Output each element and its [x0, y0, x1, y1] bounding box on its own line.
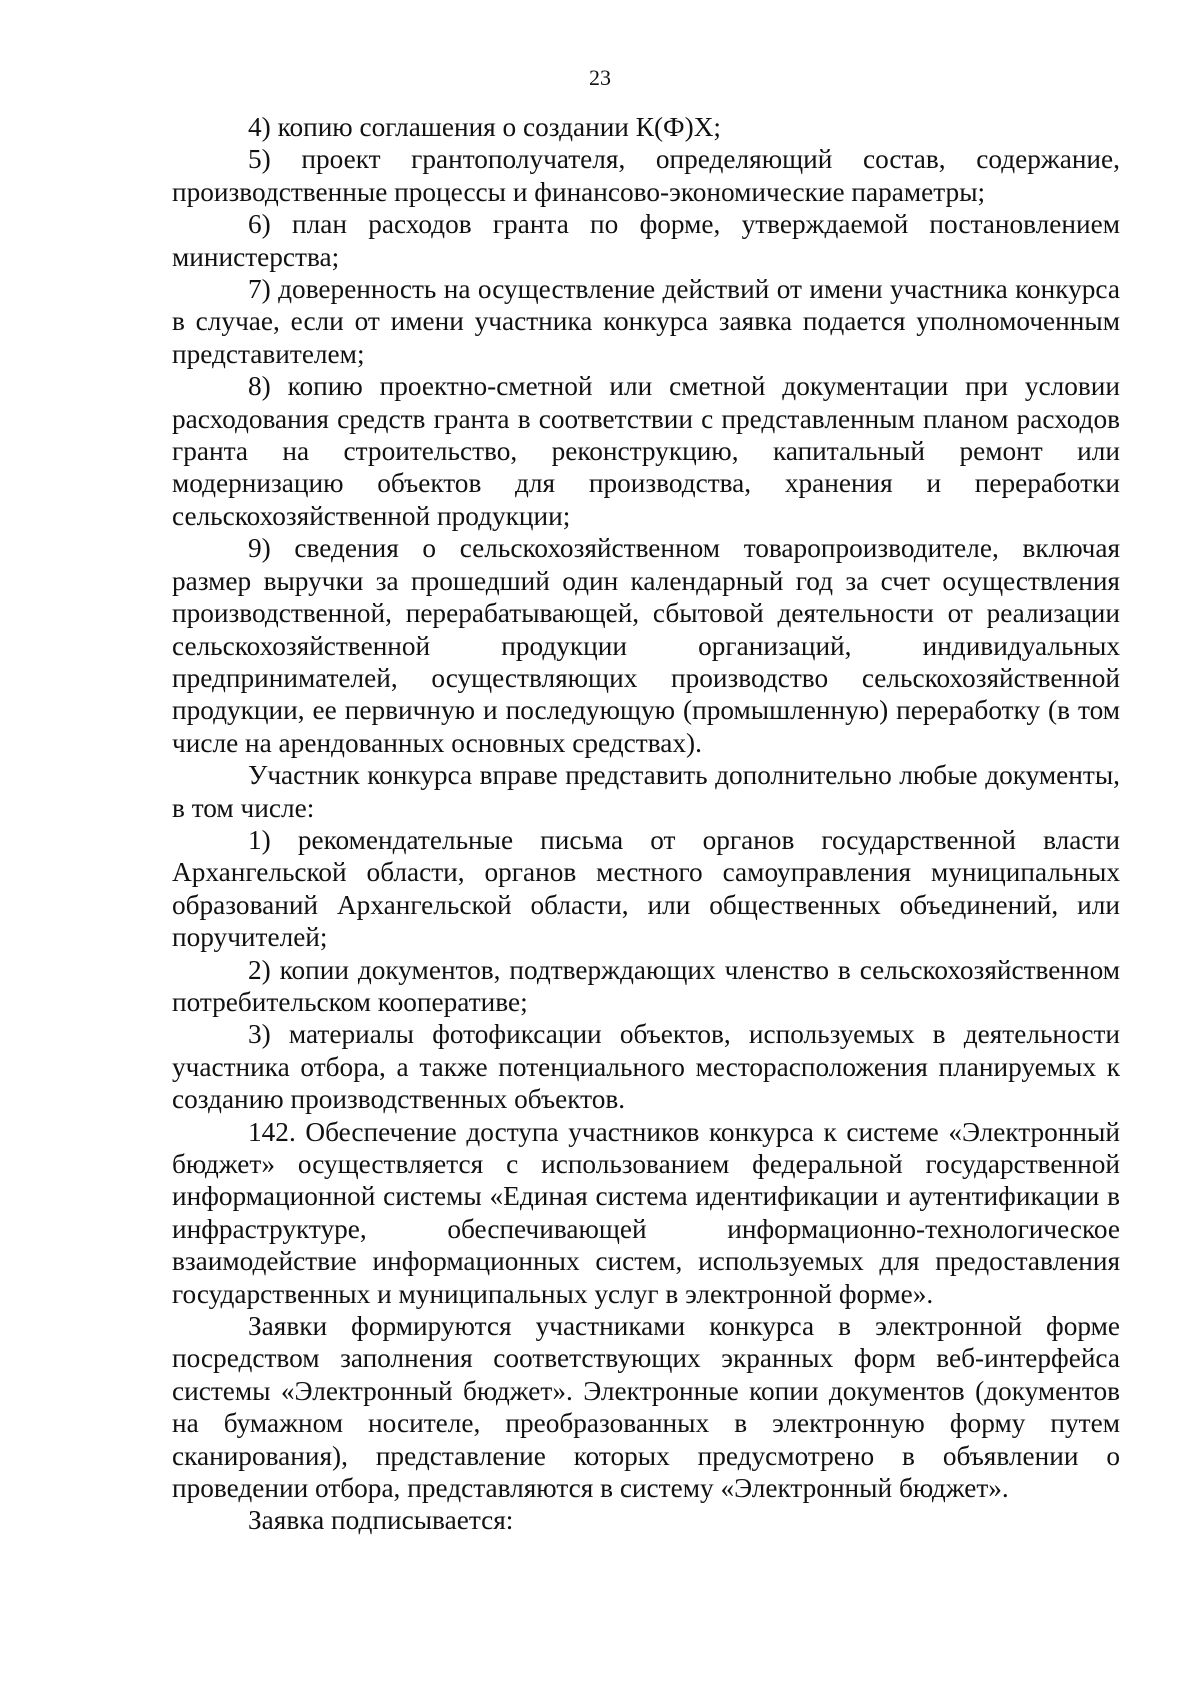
list-item-8-design-estimate: 8) копию проектно-сметной или сметной документации при условии расходования средств гранта в соответствии с представленным планом расходов гранта на строительство, реконструкцию, капитальный ремонт или модернизацию объектов для производства, хранения и переработки сельскохозяйственной продукции;	[172, 371, 1120, 531]
list-item-4-agreement-copy: 4) копию соглашения о создании К(Ф)Х;	[248, 112, 721, 142]
list-item-7-power-of-attorney: 7) доверенность на осуществление действий от имени участника конкурса в случае, если от имени участника конкурса заявка подается уполномоченным представителем;	[172, 274, 1120, 369]
page-number: 23	[589, 65, 611, 90]
list-item-3-photo-materials: 3) материалы фотофиксации объектов, используемых в деятельности участника отбора, а также потенциального месторасположения планируемых к созданию производственных объектов.	[172, 1019, 1120, 1115]
document-body	[172, 111, 1120, 1537]
list-item-5-project: 5) проект грантополучателя, определяющий состав, содержание, производственные процессы и финансово-экономические параметры;	[172, 144, 1120, 207]
list-item-9-producer-info: 9) сведения о сельскохозяйственном товаропроизводителе, включая размер выручки за прошедший один календарный год за счет осуществления производственной, перерабатывающей, сбытовой деятельности от реализации сельскохозяйственной продукции организаций, индивидуальных предпринимателей, осуществляющих производство сельскохозяйственной продукции, ее первичную и последующую (промышленную) переработку (в том числе на арендованных основных средствах).	[172, 533, 1120, 758]
clause-142-system-access: 142. Обеспечение доступа участников конкурса к системе «Электронный бюджет» осуществляется с использованием федеральной государственной информационной системы «Единая система идентификации и аутентификации в инфраструктуре, обеспечивающей информационно-технологическое взаимодействие информационных систем, используемых для предоставления государственных и муниципальных услуг в электронной форме».	[172, 1116, 1120, 1309]
paragraph-applications-electronic: Заявки формируются участниками конкурса в электронной форме посредством заполнения соответствующих экранных форм веб-интерфейса системы «Электронный бюджет». Электронные копии документов (документов на бумажном носителе, преобразованных в электронную форму путем сканирования), представление которых предусмотрено в объявлении о проведении отбора, представляются в систему «Электронный бюджет».	[172, 1311, 1120, 1504]
list-item-1-recommendation-letters: 1) рекомендательные письма от органов государственной власти Архангельской области, органов местного самоуправления муниципальных образований Архангельской области, или общественных объединений, или поручителей;	[172, 824, 1120, 953]
paragraph-application-signing: Заявка подписывается:	[248, 1505, 514, 1536]
paragraph-additional-documents: Участник конкурса вправе представить дополнительно любые документы, в том числе:	[172, 760, 1120, 823]
list-item-2-cooperative-membership: 2) копии документов, подтверждающих членство в сельскохозяйственном потребительском кооперативе;	[172, 954, 1120, 1017]
list-item-6-expense-plan: 6) план расходов гранта по форме, утверждаемой постановлением министерства;	[172, 209, 1120, 272]
